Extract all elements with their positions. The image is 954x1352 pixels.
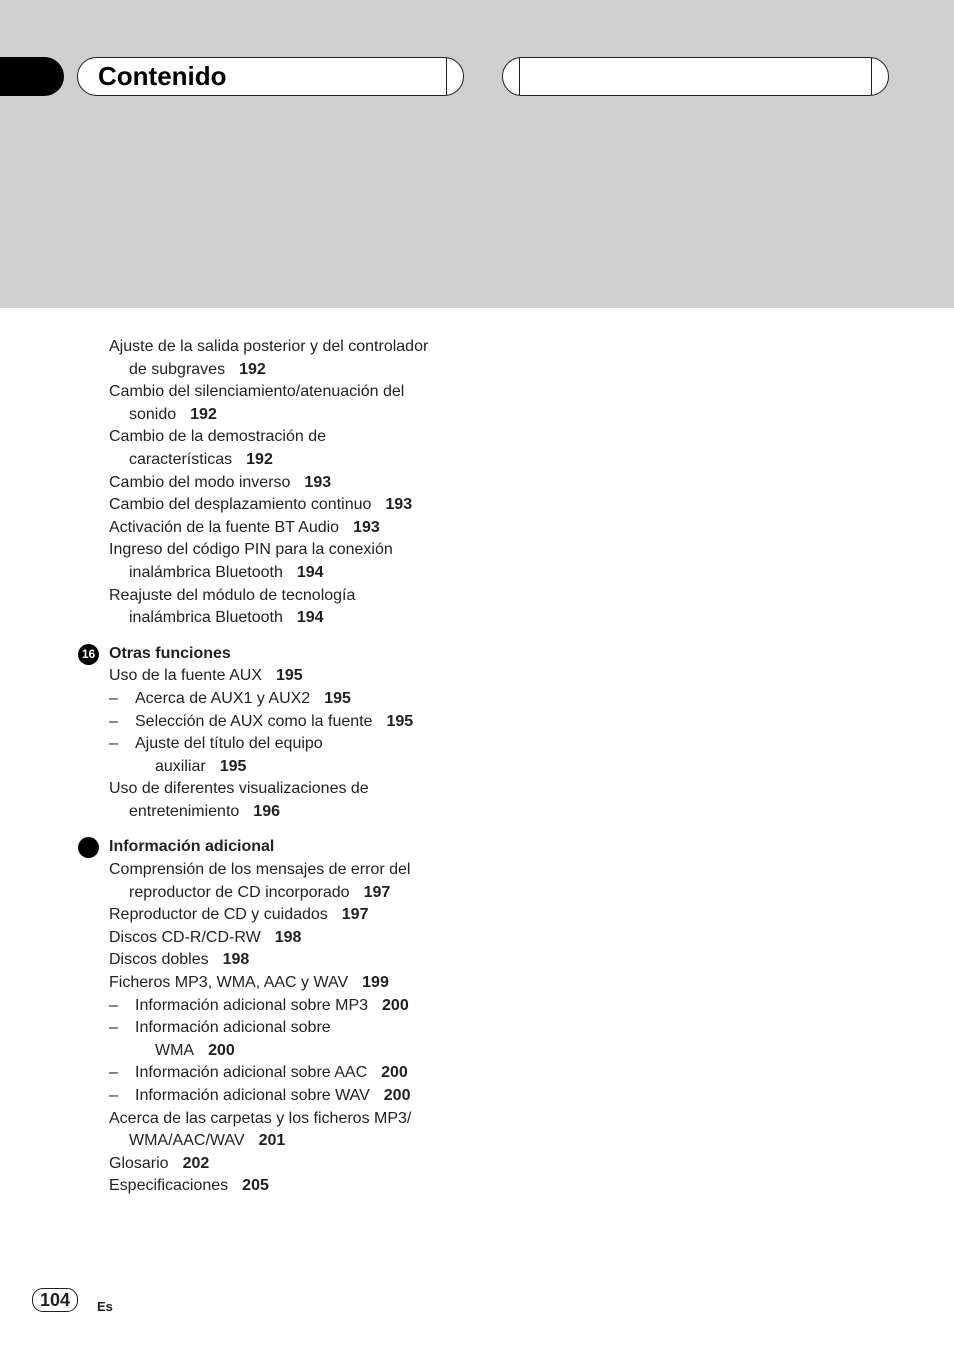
page-ref: 194: [296, 563, 324, 581]
section-heading-informacion-adicional[interactable]: Información adicional: [109, 836, 479, 859]
page-ref: 205: [242, 1177, 269, 1195]
page-ref: 198: [222, 951, 250, 969]
page-ref: 196: [253, 802, 280, 820]
title-frame-right-divider-left: [519, 58, 520, 95]
page-ref: 200: [383, 1087, 411, 1104]
dash-bullet: –: [109, 735, 118, 753]
dash-bullet: –: [109, 1087, 118, 1104]
toc-entry-cont[interactable]: inalámbrica Bluetooth 194: [129, 563, 324, 581]
toc-entry[interactable]: Discos dobles 198: [109, 951, 250, 969]
section-tab-marker: [0, 57, 64, 96]
page-title: Contenido: [98, 61, 227, 91]
page-ref: 197: [341, 906, 369, 924]
page-ref: 200: [382, 996, 409, 1014]
toc-entry[interactable]: Reproductor de CD y cuidados 197: [109, 906, 369, 924]
dash-bullet: –: [109, 996, 118, 1014]
page-ref: 201: [258, 1132, 286, 1150]
toc-entry-cont[interactable]: entretenimiento 196: [129, 802, 280, 820]
page-ref: 193: [385, 496, 413, 514]
toc-subentry[interactable]: – Información adicional sobre: [109, 1017, 479, 1040]
toc-subentry-cont[interactable]: WMA 200: [155, 1041, 235, 1059]
header-band: [0, 0, 954, 308]
toc-entry-cont[interactable]: WMA/AAC/WAV 201: [129, 1132, 286, 1150]
toc-subentry[interactable]: – Acerca de AUX1 y AUX2 195: [109, 688, 479, 711]
section-bullet-icon: [78, 837, 99, 858]
page-ref: 195: [324, 689, 351, 707]
toc-subentry[interactable]: – Información adicional sobre MP3 200: [109, 995, 479, 1018]
dash-bullet: –: [109, 689, 118, 707]
toc-entry[interactable]: Ficheros MP3, WMA, AAC y WAV 199: [109, 974, 389, 992]
language-code: Es: [97, 1299, 113, 1314]
toc-entry[interactable]: Activación de la fuente BT Audio 193: [109, 518, 380, 536]
toc-entry-cont[interactable]: de subgraves 192: [129, 360, 266, 378]
toc-subentry[interactable]: – Selección de AUX como la fuente 195: [109, 711, 479, 734]
title-frame-right-divider-right: [871, 58, 872, 95]
section-heading-otras-funciones[interactable]: 16 Otras funciones: [109, 643, 479, 666]
toc-entry[interactable]: Comprensión de los mensajes de error del: [109, 861, 411, 879]
page-ref: 195: [219, 757, 247, 775]
toc-entry[interactable]: Uso de diferentes visualizaciones de: [109, 780, 369, 798]
toc-entry[interactable]: Ingreso del código PIN para la conexión: [109, 541, 393, 559]
title-frame-divider: [446, 58, 447, 95]
section-number-badge: 16: [78, 644, 99, 665]
page-ref: 193: [353, 518, 380, 536]
toc-entry[interactable]: Reajuste del módulo de tecnología: [109, 586, 356, 604]
page-ref: 193: [304, 473, 332, 491]
page-ref: 200: [208, 1041, 235, 1059]
toc-entry[interactable]: Cambio del desplazamiento continuo 193: [109, 496, 413, 514]
page-ref: 197: [363, 883, 391, 901]
toc-subentry[interactable]: – Información adicional sobre AAC 200: [109, 1062, 479, 1085]
toc-subentry[interactable]: – Información adicional sobre WAV 200: [109, 1085, 479, 1108]
toc-subentry[interactable]: – Ajuste del título del equipo: [109, 733, 479, 756]
toc-entry[interactable]: Especificaciones 205: [109, 1177, 269, 1195]
toc-entry-cont[interactable]: inalámbrica Bluetooth 194: [129, 609, 324, 627]
toc-entry-cont[interactable]: características 192: [129, 450, 273, 468]
page-number: 104: [32, 1288, 78, 1312]
toc-subentry-cont[interactable]: auxiliar 195: [155, 757, 247, 775]
page-ref: 192: [190, 405, 217, 423]
table-of-contents: [81, 336, 479, 1198]
page-ref: 194: [296, 609, 324, 627]
dash-bullet: –: [109, 1064, 118, 1082]
page-ref: 199: [362, 974, 389, 992]
page-ref: 192: [239, 360, 266, 378]
toc-entry[interactable]: Uso de la fuente AUX 195: [109, 667, 303, 685]
dash-bullet: –: [109, 1019, 118, 1037]
toc-entry[interactable]: Ajuste de la salida posterior y del controlador: [109, 338, 429, 355]
page-ref: 195: [386, 712, 414, 730]
toc-entry[interactable]: Discos CD-R/CD-RW 198: [109, 928, 302, 946]
title-frame: [77, 57, 464, 96]
toc-entry[interactable]: Cambio del silenciamiento/atenuación del: [109, 383, 405, 401]
page-ref: 195: [275, 667, 303, 685]
toc-entry-cont[interactable]: sonido 192: [129, 405, 217, 423]
page-ref: 198: [274, 928, 302, 946]
title-frame-right: [502, 57, 889, 96]
dash-bullet: –: [109, 712, 118, 730]
page-ref: 202: [182, 1154, 210, 1172]
page-ref: 200: [381, 1064, 408, 1082]
toc-entry[interactable]: Acerca de las carpetas y los ficheros MP3/: [109, 1109, 412, 1127]
toc-entry[interactable]: Glosario 202: [109, 1154, 210, 1172]
toc-entry[interactable]: Cambio de la demostración de: [109, 428, 327, 446]
toc-entry-cont[interactable]: reproductor de CD incorporado 197: [129, 883, 391, 901]
page-ref: 192: [246, 450, 273, 468]
toc-entry[interactable]: Cambio del modo inverso 193: [109, 473, 332, 491]
